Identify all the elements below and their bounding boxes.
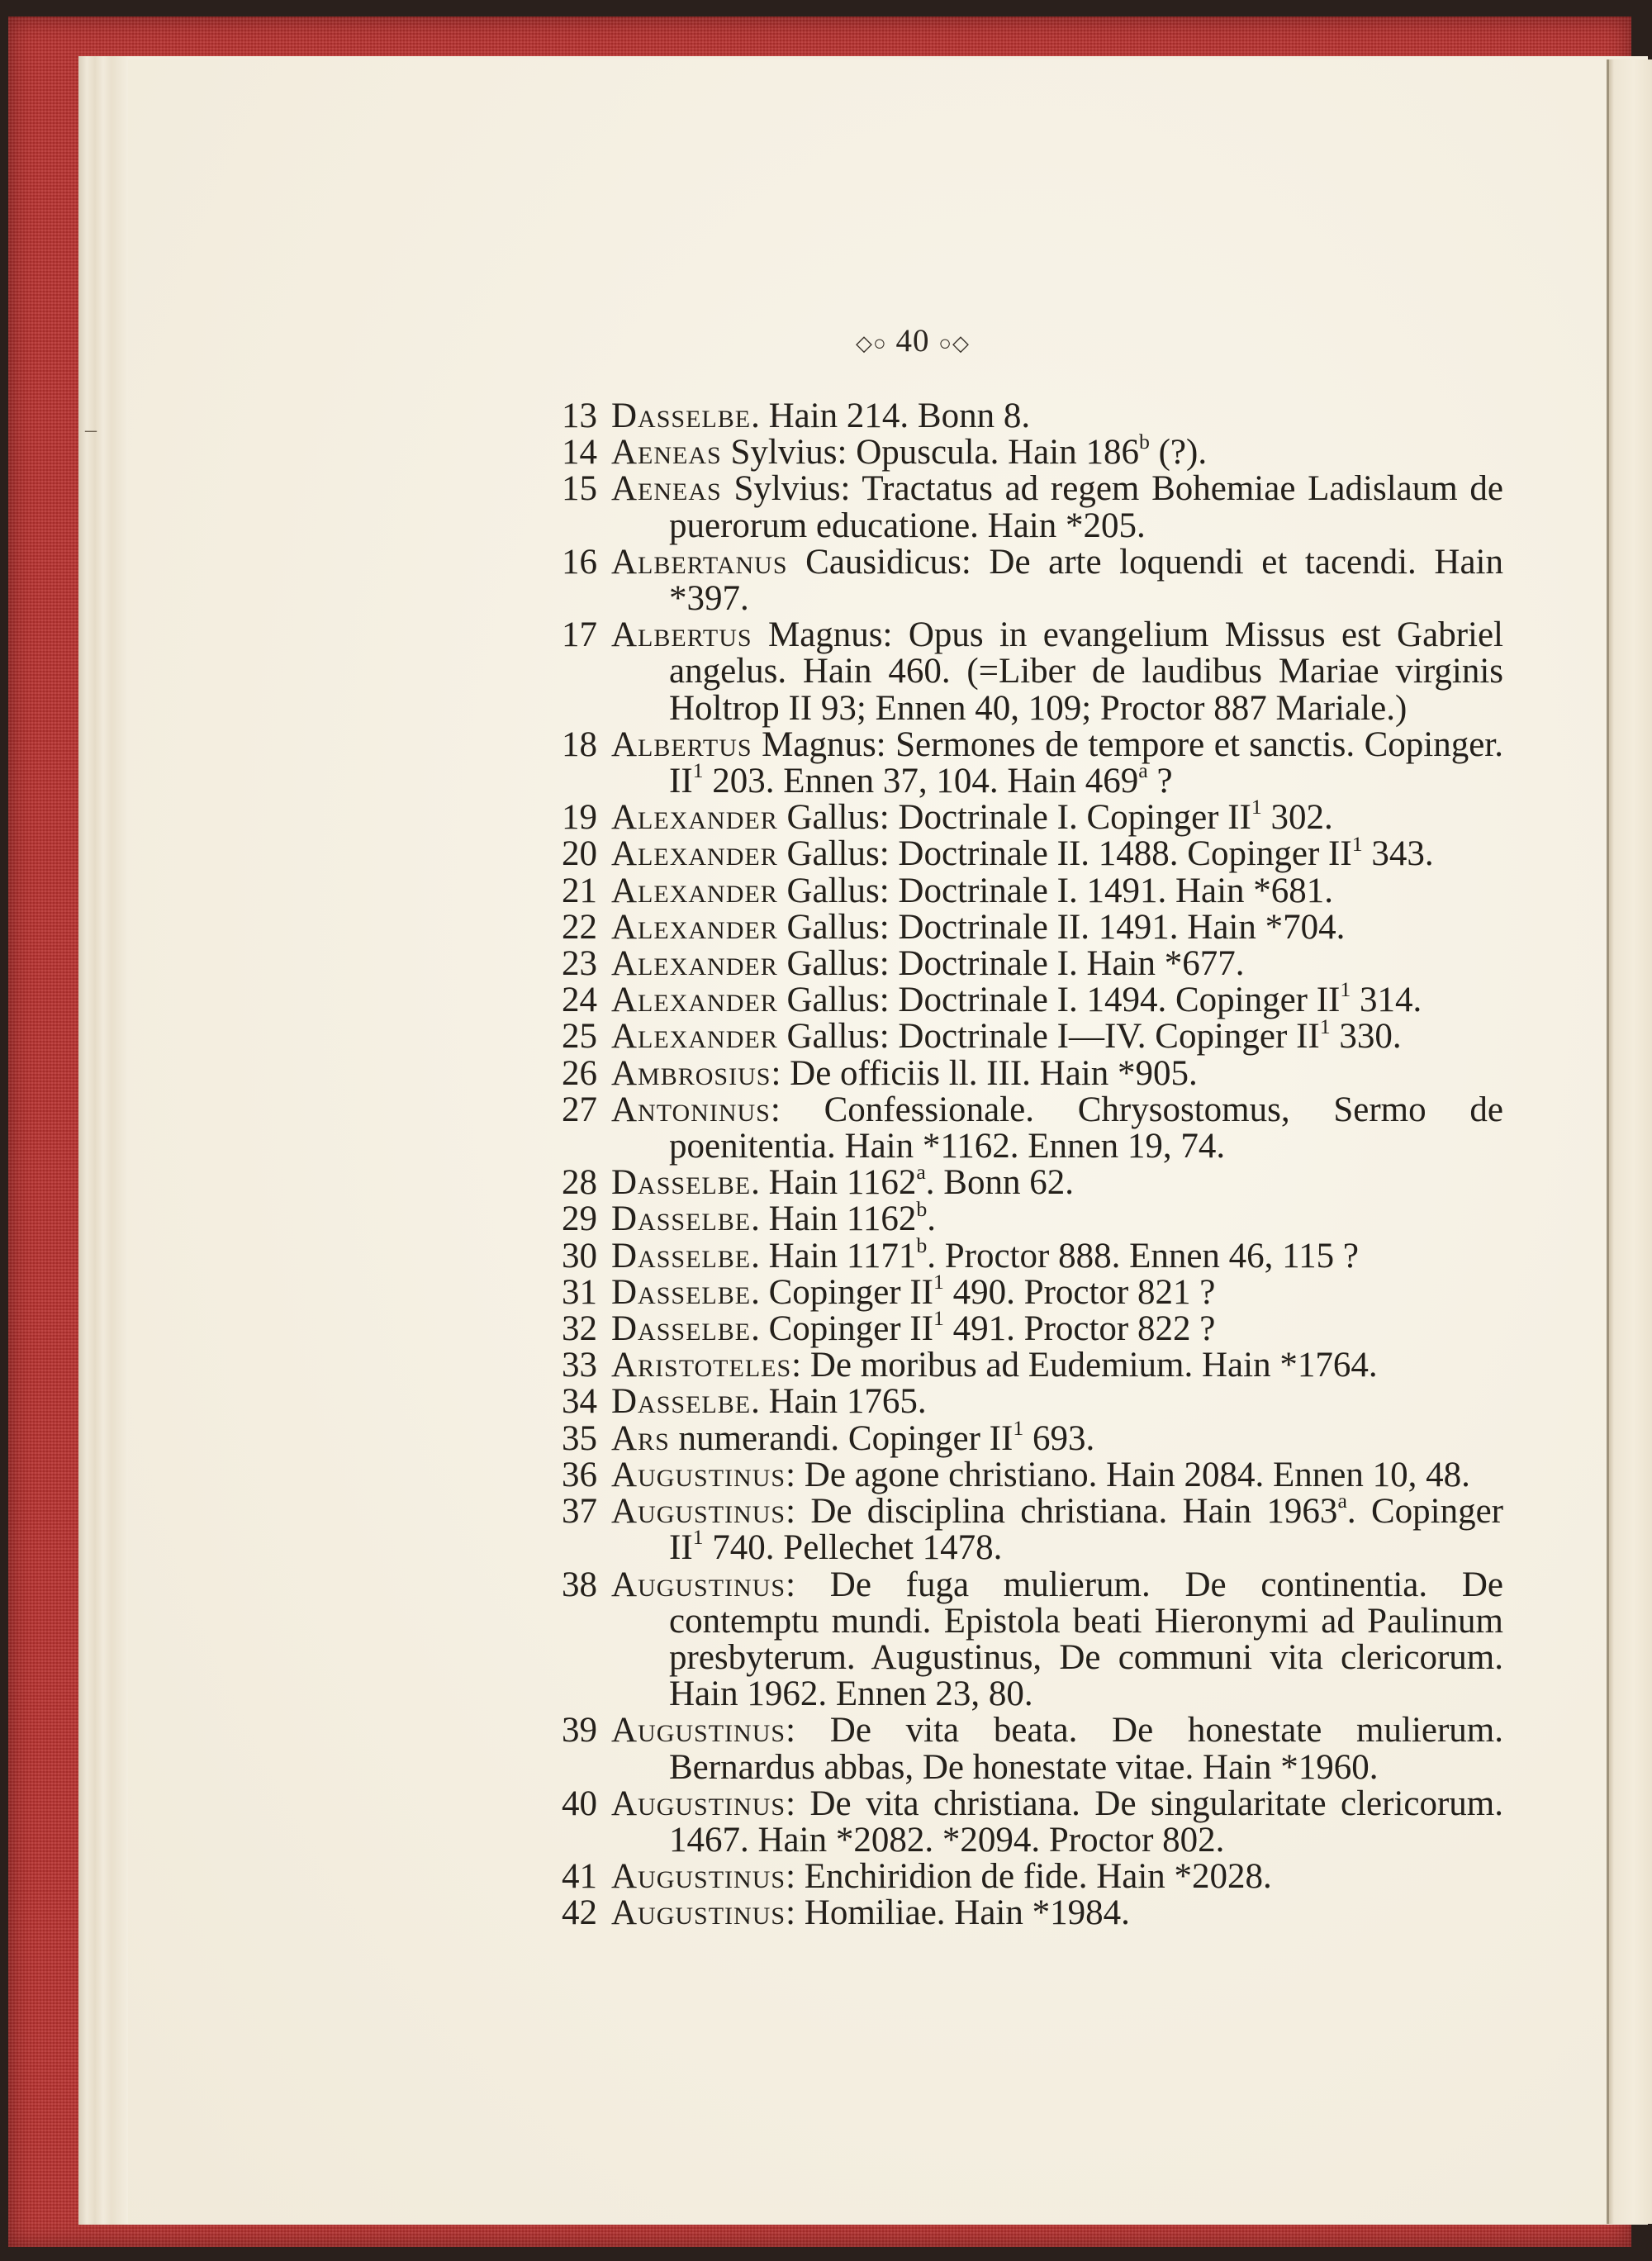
entry-author: Dasselbe: [611, 1199, 752, 1239]
entry-author: Alexander: [611, 944, 778, 984]
entry-text: : De officiis ll. III. Hain *905.: [771, 1053, 1198, 1093]
catalogue-entry: [562, 1895, 1503, 1931]
catalogue-entries: [562, 398, 1503, 1932]
entry-author: Dasselbe: [611, 1272, 752, 1312]
entry-text: : De vita christiana. De singularitate clericorum. 1467. Hain *2082. *2094. Proctor 802.: [669, 1784, 1503, 1860]
entry-number: 18: [562, 724, 597, 764]
entry-author: Alexander: [611, 798, 778, 838]
entry-number: 36: [562, 1455, 597, 1494]
catalogue-entry: [562, 1014, 1503, 1057]
entry-superscript: a: [916, 1160, 926, 1185]
entry-author: Aeneas: [611, 433, 722, 473]
entry-superscript: a: [1337, 1489, 1347, 1513]
entry-text-tail: 490. Proctor 821 ?: [943, 1272, 1216, 1312]
entry-author: Dasselbe: [611, 1382, 752, 1422]
entry-author: Augustinus: [611, 1711, 786, 1750]
entry-text-tail: 491. Proctor 822 ?: [943, 1309, 1216, 1349]
catalogue-entry: [562, 1306, 1503, 1349]
entry-text-tail: 203. Ennen 37, 104. Hain 469: [703, 762, 1139, 801]
entry-number: 24: [562, 981, 597, 1020]
entry-text-tail-2: ?: [1147, 762, 1173, 801]
entry-text: Gallus: Doctrinale I—IV. Copinger II: [777, 1017, 1320, 1057]
entry-text-tail: 314.: [1351, 981, 1422, 1020]
entry-text-tail-2: 740. Pellechet 1478.: [703, 1528, 1003, 1568]
entry-author: Dasselbe: [611, 397, 752, 435]
entry-number: 20: [562, 834, 597, 874]
entry-text-tail: 693.: [1023, 1418, 1095, 1458]
entry-superscript: b: [916, 1196, 928, 1221]
catalogue-entry: [562, 1786, 1503, 1859]
entry-author: Augustinus: [611, 1455, 786, 1494]
entry-text: Gallus: Doctrinale II. 1488. Copinger II: [777, 834, 1352, 874]
entry-text: : Enchiridion de fide. Hain *2028.: [786, 1857, 1272, 1897]
entry-author: Alexander: [611, 981, 778, 1020]
entry-text: . Hain 1171: [751, 1236, 917, 1275]
entry-text: Causidicus: De arte loquendi et tacendi. Hain *397.: [669, 542, 1503, 619]
entry-text: Sylvius: Opuscula. Hain 186: [721, 433, 1139, 473]
entry-superscript: b: [1138, 430, 1150, 454]
entry-text-tail: 302.: [1261, 798, 1333, 838]
catalogue-entry: [562, 1053, 1503, 1093]
catalogue-entry: [562, 795, 1503, 838]
entry-text: . Hain 1162: [751, 1199, 917, 1239]
entry-superscript-2: a: [1138, 758, 1148, 783]
catalogue-entry: [562, 1196, 1503, 1239]
entry-text-tail: . Bonn 62.: [925, 1163, 1074, 1203]
entry-text: . Hain 214. Bonn 8.: [751, 397, 1031, 435]
catalogue-entry: [562, 1160, 1503, 1203]
entry-text: Gallus: Doctrinale I. Copinger II: [777, 798, 1251, 838]
catalogue-entry: [562, 544, 1503, 617]
entry-author: Aeneas: [611, 469, 722, 509]
entry-text: : Confessionale. Chrysostomus, Sermo de poenitentia. Hain *1162. Ennen 19, 74.: [669, 1090, 1503, 1166]
entry-text-tail: . Copinger II: [669, 1492, 1503, 1568]
entry-number: 37: [562, 1492, 597, 1532]
entry-text: . Copinger II: [751, 1272, 933, 1312]
entry-author: Augustinus: [611, 1857, 786, 1897]
entry-number: 25: [562, 1017, 597, 1057]
entry-text: Sylvius: Tractatus ad regem Bohemiae Ladislaum de puerorum educatione. Hain *205.: [669, 469, 1503, 545]
entry-author: Dasselbe: [611, 1309, 752, 1349]
ornament-right-icon: ○◇: [938, 331, 970, 356]
entry-number: 32: [562, 1309, 597, 1349]
entry-author: Alexander: [611, 871, 778, 910]
entry-number: 21: [562, 871, 597, 910]
entry-number: 30: [562, 1236, 597, 1275]
entry-author: Alexander: [611, 907, 778, 947]
entry-text: : De fuga mulierum. De continentia. De contemptu mundi. Epistola beati Hieronymi ad Paulinum presbyterum. Augustinus, De communi vita clericorum. Hain 1962. Ennen 23, 80.: [669, 1565, 1503, 1714]
entry-superscript: 1: [1251, 795, 1262, 819]
entry-number: 29: [562, 1199, 597, 1239]
entry-author: Augustinus: [611, 1565, 786, 1604]
entry-author: Albertus: [611, 724, 752, 764]
entry-superscript: 1: [692, 758, 704, 783]
entry-number: 38: [562, 1565, 597, 1604]
entry-number: 27: [562, 1090, 597, 1129]
entry-superscript: 1: [933, 1306, 944, 1331]
entry-superscript: b: [916, 1233, 928, 1257]
entry-text-tail: 330.: [1330, 1017, 1402, 1057]
entry-text: : Homiliae. Hain *1984.: [786, 1893, 1130, 1933]
margin-dash-mark: –: [85, 417, 97, 443]
entry-superscript: 1: [1351, 831, 1363, 856]
entry-author: Augustinus: [611, 1893, 786, 1933]
entry-superscript-2: 1: [692, 1525, 704, 1550]
entry-superscript: 1: [1340, 977, 1351, 1002]
entry-number: 13: [562, 397, 597, 435]
entry-number: 17: [562, 615, 597, 655]
catalogue-entry: [562, 471, 1503, 544]
catalogue-entry: [562, 946, 1503, 982]
entry-text: Gallus: Doctrinale I. 1494. Copinger II: [777, 981, 1341, 1020]
entry-number: 15: [562, 469, 597, 509]
entry-number: 28: [562, 1163, 597, 1203]
entry-text: Magnus: Sermones de tempore et sanctis. Copinger. II: [669, 724, 1503, 801]
entry-text: : De moribus ad Eudemium. Hain *1764.: [791, 1346, 1378, 1385]
entry-number: 19: [562, 798, 597, 838]
entry-author: Augustinus: [611, 1492, 786, 1532]
entry-number: 23: [562, 944, 597, 984]
catalogue-entry: [562, 1567, 1503, 1713]
entry-text: numerandi. Copinger II: [669, 1418, 1014, 1458]
entry-text: . Hain 1162: [751, 1163, 917, 1203]
page-number: 40: [895, 323, 930, 359]
catalogue-entry: [562, 1489, 1503, 1568]
catalogue-entry: [562, 831, 1503, 874]
ornament-left-icon: ◇○: [856, 331, 887, 356]
entry-number: 42: [562, 1893, 597, 1933]
entry-number: 26: [562, 1053, 597, 1093]
entry-number: 33: [562, 1346, 597, 1385]
catalogue-entry: [562, 398, 1503, 435]
catalogue-entry: [562, 1712, 1503, 1785]
entry-number: 22: [562, 907, 597, 947]
catalogue-entry: [562, 873, 1503, 910]
catalogue-entry: [562, 1347, 1503, 1384]
entry-author: Albertanus: [611, 542, 788, 582]
entry-number: 16: [562, 542, 597, 582]
entry-author: Alexander: [611, 1017, 778, 1057]
facing-page-edge: [1607, 59, 1652, 2224]
entry-author: Ars: [611, 1418, 670, 1458]
entry-author: Ambrosius: [611, 1053, 771, 1093]
entry-text: : De agone christiano. Hain 2084. Ennen 10, 48.: [786, 1455, 1470, 1494]
entry-text: . Hain 1765.: [751, 1382, 927, 1422]
entry-text: Magnus: Opus in evangelium Missus est Gabriel angelus. Hain 460. (=Liber de laudibus Mariae virginis Holtrop II 93; Ennen 40, 109; Proctor 887 Mariale.): [669, 615, 1503, 728]
entry-text: : De disciplina christiana. Hain 1963: [786, 1492, 1338, 1532]
entry-author: Aristoteles: [611, 1346, 792, 1385]
entry-author: Dasselbe: [611, 1236, 752, 1275]
catalogue-entry: [562, 1415, 1503, 1458]
entry-text: . Copinger II: [751, 1309, 933, 1349]
catalogue-entry: [562, 1092, 1503, 1165]
entry-superscript: 1: [933, 1269, 944, 1294]
entry-text: Gallus: Doctrinale I. Hain *677.: [777, 944, 1245, 984]
catalogue-entry: [562, 1269, 1503, 1312]
entry-author: Antoninus: [611, 1090, 771, 1129]
entry-author: Alexander: [611, 834, 778, 874]
entry-superscript: 1: [1319, 1014, 1331, 1038]
entry-number: 34: [562, 1382, 597, 1422]
catalogue-entry: [562, 1233, 1503, 1275]
catalogue-entry: [562, 724, 1503, 801]
entry-text-tail: .: [927, 1199, 936, 1239]
entry-number: 40: [562, 1784, 597, 1823]
catalogue-entry: [562, 1859, 1503, 1895]
book-page: [128, 59, 1607, 2224]
page-number-header: [128, 322, 1652, 359]
entry-number: 39: [562, 1711, 597, 1750]
entry-text: Gallus: Doctrinale I. 1491. Hain *681.: [777, 871, 1334, 910]
entry-text-tail: (?).: [1149, 433, 1208, 473]
catalogue-entry: [562, 1457, 1503, 1494]
entry-number: 35: [562, 1418, 597, 1458]
entry-author: Albertus: [611, 615, 752, 655]
catalogue-entry: [562, 617, 1503, 727]
entry-text: : De vita beata. De honestate mulierum. Bernardus abbas, De honestate vitae. Hain *1960.: [669, 1711, 1503, 1787]
entry-text: Gallus: Doctrinale II. 1491. Hain *704.: [777, 907, 1346, 947]
catalogue-entry: [562, 1384, 1503, 1420]
entry-superscript: 1: [1013, 1415, 1024, 1440]
entry-number: 41: [562, 1857, 597, 1897]
catalogue-entry: [562, 430, 1503, 473]
entry-author: Dasselbe: [611, 1163, 752, 1203]
entry-text-tail: . Proctor 888. Ennen 46, 115 ?: [927, 1236, 1359, 1275]
entry-text-tail: 343.: [1362, 834, 1434, 874]
catalogue-entry: [562, 977, 1503, 1020]
entry-number: 31: [562, 1272, 597, 1312]
catalogue-entry: [562, 907, 1503, 947]
entry-number: 14: [562, 433, 597, 473]
entry-author: Augustinus: [611, 1784, 786, 1823]
